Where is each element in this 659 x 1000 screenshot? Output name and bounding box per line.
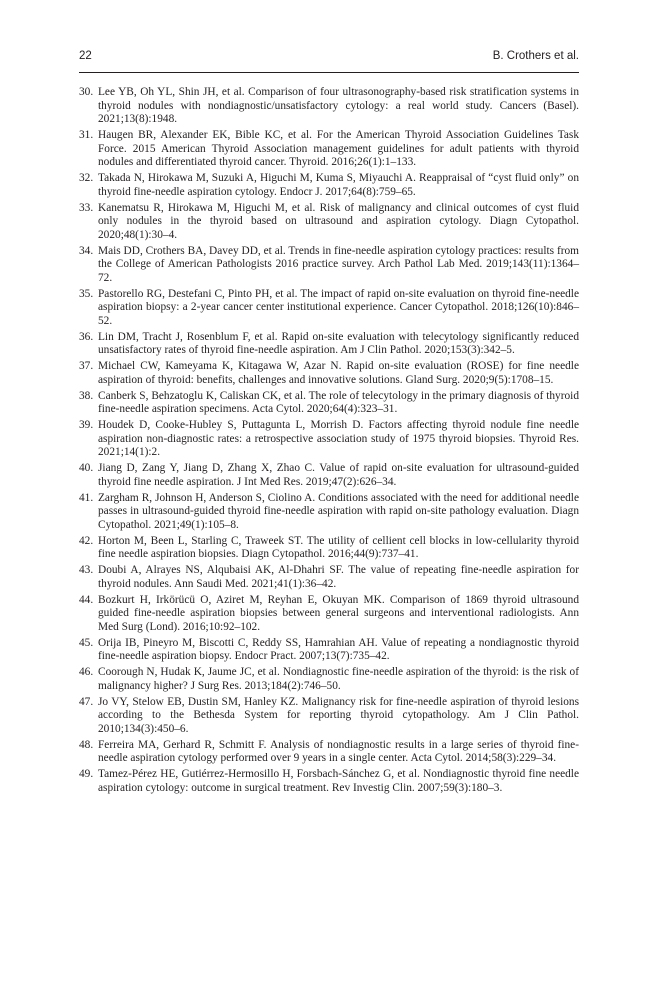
reference-text: Ferreira MA, Gerhard R, Schmitt F. Analysis of nondiagnostic results in a large series of thyroid fine-needle aspiration cytology performed over 9 years in a single center. Acta Cytol. 2014;58(3):229–34. — [98, 738, 579, 764]
reference-text: Lin DM, Tracht J, Rosenblum F, et al. Rapid on-site evaluation with telecytology significantly reduced unsatisfactory rates of thyroid fine-needle aspiration. Am J Clin Pathol. 2020;153(3):342–5. — [98, 330, 579, 356]
reference-item — [79, 129, 579, 170]
page-number: 22 — [79, 50, 92, 62]
reference-text: Takada N, Hirokawa M, Suzuki A, Higuchi M, Kuma S, Miyauchi A. Reappraisal of “cyst fluid only” on thyroid fine-needle aspiration cytology. Endocr J. 2017;64(8):759–65. — [98, 172, 579, 198]
reference-number: 41. — [79, 491, 94, 504]
reference-item — [79, 390, 579, 417]
reference-text: Bozkurt H, Irkörücü O, Aziret M, Reyhan E, Okuyan MK. Comparison of 1869 thyroid ultrasound guided fine-needle aspiration biopsies between general surgeons and interventional radiologists. Ann Med Surg (Lond). 2016;10:92–102. — [98, 593, 579, 633]
reference-number: 49. — [79, 768, 94, 780]
reference-text: Michael CW, Kameyama K, Kitagawa W, Azar N. Rapid on-site evaluation (ROSE) for fine needle aspiration of thyroid: benefits, challenges and innovative solutions. Gland Surg. 2020;9(5):1708–15. — [98, 360, 579, 386]
reference-item — [79, 202, 579, 243]
reference-item — [79, 172, 579, 199]
reference-text: Jo VY, Stelow EB, Dustin SM, Hanley KZ. Malignancy risk for fine-needle aspiration of thyroid lesions according to the Bethesda System for reporting thyroid cytopathology. Am J Clin Pathol. 2010;134(3):450–6. — [98, 695, 579, 735]
reference-text: Jiang D, Zang Y, Jiang D, Zhang X, Zhao C. Value of rapid on-site evaluation for ultrasound-guided thyroid fine needle aspiration. J Int Med Res. 2019;47(2):626–34. — [98, 462, 579, 488]
reference-number: 47. — [79, 695, 94, 708]
reference-number: 44. — [79, 593, 94, 606]
reference-text: Doubi A, Alrayes NS, Alqubaisi AK, Al-Dhahri SF. The value of repeating fine-needle aspiration for thyroid nodules. Ann Saudi Med. 2021;41(1):36–42. — [98, 564, 579, 590]
reference-number: 42. — [79, 534, 94, 547]
reference-number: 36. — [79, 330, 94, 343]
reference-item — [79, 462, 579, 489]
reference-text: Lee YB, Oh YL, Shin JH, et al. Comparison of four ultrasonography-based risk stratification systems in thyroid nodules with nondiagnostic/unsatisfactory cytology: a real world study. Cancers (Basel). 2021;13(8):1948. — [98, 86, 579, 125]
reference-number: 33. — [79, 201, 94, 214]
reference-text: Coorough N, Hudak K, Jaume JC, et al. Nondiagnostic fine-needle aspiration of the thyroid: is the risk of malignancy higher? J Surg Res. 2013;184(2):746–50. — [98, 666, 579, 692]
reference-number: 48. — [79, 738, 94, 751]
reference-text: Orija IB, Pineyro M, Biscotti C, Reddy SS, Hamrahian AH. Value of repeating a nondiagnostic thyroid fine-needle aspiration biopsy. Endocr Pract. 2007;13(7):735–42. — [98, 636, 579, 662]
reference-number: 35. — [79, 287, 94, 300]
reference-item — [79, 696, 579, 737]
reference-item — [79, 86, 579, 127]
reference-number: 38. — [79, 389, 94, 402]
reference-text: Houdek D, Cooke-Hubley S, Puttagunta L, Morrish D. Factors affecting thyroid nodule fine needle aspiration non-diagnostic rates: a retrospective association study of 1975 thyroid biopsies. Thyroid Res. 2021;14(1):2. — [98, 419, 579, 458]
header-rule — [79, 72, 579, 73]
reference-text: Tamez-Pérez HE, Gutiérrez-Hermosillo H, Forsbach-Sánchez G, et al. Nondiagnostic thyroid fine needle aspiration cytology: outcome in surgical treatment. Rev Investig Clin. 2007;59(3):180–3. — [98, 768, 579, 794]
reference-item — [79, 360, 579, 387]
reference-item — [79, 564, 579, 591]
running-author: B. Crothers et al. — [492, 50, 579, 62]
reference-item — [79, 288, 579, 329]
reference-number: 31. — [79, 129, 94, 141]
reference-number: 46. — [79, 666, 94, 678]
reference-list — [79, 86, 579, 798]
reference-item — [79, 739, 579, 766]
reference-number: 34. — [79, 244, 94, 257]
reference-text: Zargham R, Johnson H, Anderson S, Ciolino A. Conditions associated with the need for additional needle passes in ultrasound-guided thyroid fine-needle aspiration with rapid on-site pathology evaluation. Diagn Cytopathol. 2021;49(1):105–8. — [98, 491, 579, 531]
reference-text: Haugen BR, Alexander EK, Bible KC, et al. For the American Thyroid Association Guidelines Task Force. 2015 American Thyroid Association management guidelines for adult patients with thyroid nodules and differentiated thyroid cancer. Thyroid. 2016;26(1):1–133. — [98, 129, 579, 168]
reference-number: 39. — [79, 419, 94, 431]
reference-text: Canberk S, Behzatoglu K, Caliskan CK, et al. The role of telecytology in the primary diagnosis of thyroid fine-needle aspiration specimens. Acta Cytol. 2020;64(4):323–31. — [98, 389, 579, 415]
reference-number: 30. — [79, 86, 94, 98]
reference-item — [79, 594, 579, 635]
reference-text: Kanematsu R, Hirokawa M, Higuchi M, et al. Risk of malignancy and clinical outcomes of cyst fluid only nodules in the thyroid based on ultrasound and aspiration cytology. Diagn Cytopathol. 2020;48(1):30–4. — [98, 201, 579, 241]
running-header — [79, 50, 579, 68]
reference-item — [79, 768, 579, 795]
reference-item — [79, 666, 579, 693]
reference-number: 37. — [79, 360, 94, 372]
reference-item — [79, 492, 579, 533]
reference-item — [79, 245, 579, 286]
reference-item — [79, 535, 579, 562]
reference-text: Pastorello RG, Destefani C, Pinto PH, et al. The impact of rapid on-site evaluation on thyroid fine-needle aspiration biopsy: a 2-year cancer center institutional experience. Cancer Cytopathol. 2018;126(10):846–52. — [98, 287, 579, 327]
reference-number: 43. — [79, 564, 94, 576]
reference-text: Mais DD, Crothers BA, Davey DD, et al. Trends in fine-needle aspiration cytology practices: results from the College of American Pathologists 2016 practice survey. Arch Pathol Lab Med. 2019;143(11):1364–72. — [98, 244, 579, 284]
reference-item — [79, 419, 579, 460]
reference-number: 40. — [79, 462, 94, 474]
reference-number: 45. — [79, 636, 94, 649]
reference-number: 32. — [79, 172, 94, 184]
reference-item — [79, 637, 579, 664]
reference-item — [79, 331, 579, 358]
reference-text: Horton M, Been L, Starling C, Traweek ST. The utility of cellient cell blocks in low-cellularity thyroid fine needle aspiration biopsies. Diagn Cytopathol. 2016;44(9):737–41. — [98, 534, 579, 560]
